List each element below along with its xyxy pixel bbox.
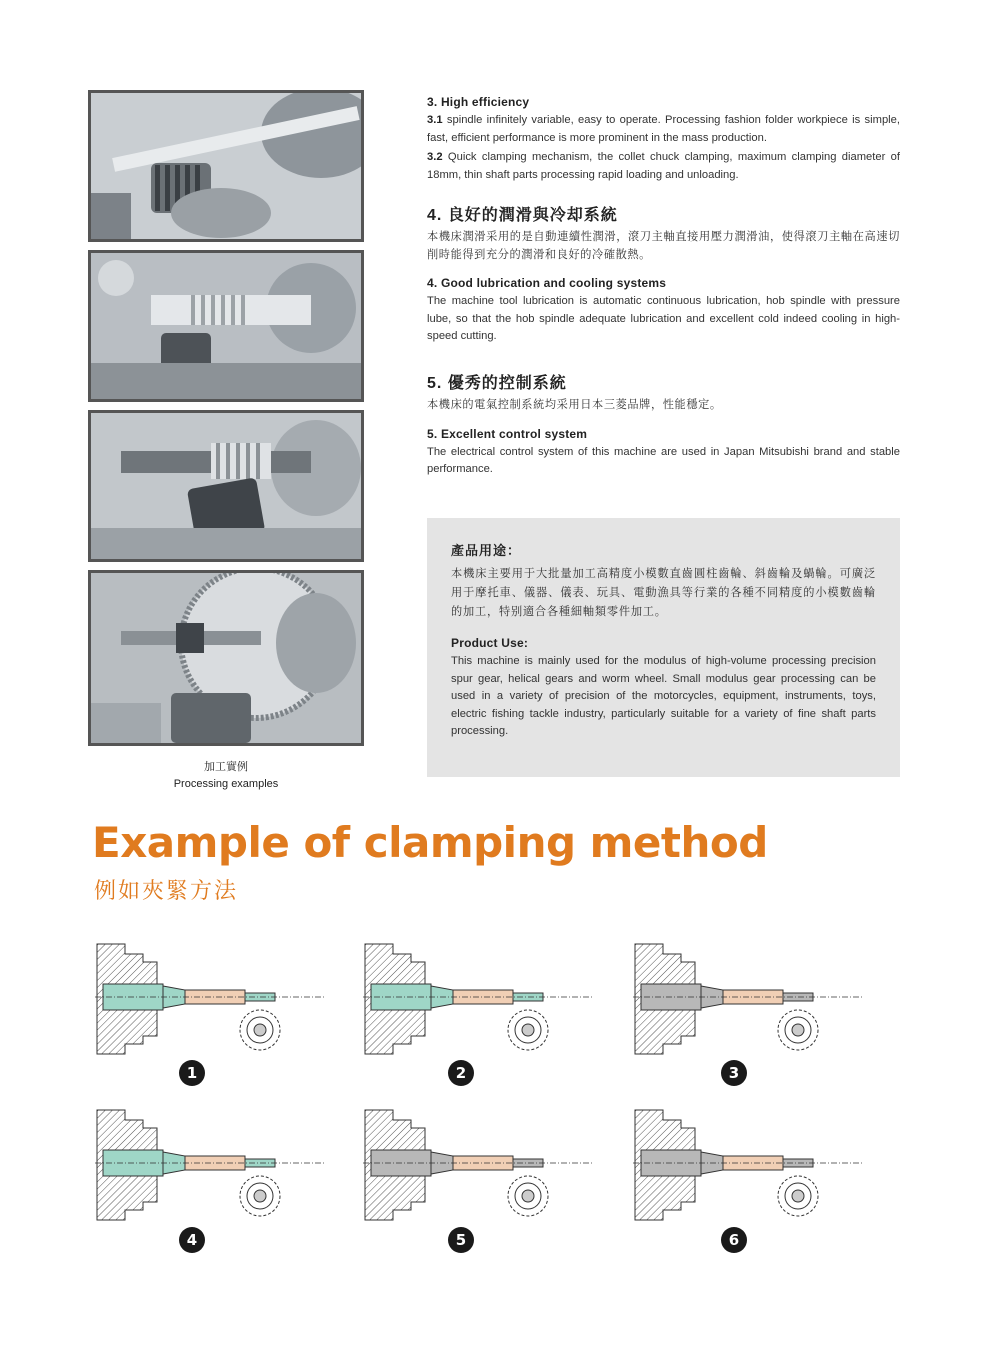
section-4-text-en: The machine tool lubrication is automatic continuous lubrication, hob spindle with pressure lube, so that the hob spindle adequate lubrication and excellent cold indeed cooling in high-speed cutting. [427,295,900,342]
clamping-diagram-6 [633,1106,869,1224]
clamping-number-2: 2 [448,1060,474,1086]
clamping-diagram-5 [363,1106,599,1224]
caption-zh: 加工實例 [204,761,248,773]
section-4-title-en: 4. Good lubrication and cooling systems [427,276,667,290]
clamping-number-6: 6 [721,1227,747,1253]
clamping-diagram-1 [95,940,331,1058]
photo-caption [88,759,364,793]
section-5-text-zh: 本機床的電氣控制系統均采用日本三菱品牌，性能穩定。 [427,399,722,411]
clamping-title-en: Example of clamping method [92,818,768,867]
section-4-text-zh: 本機床潤滑采用的是自動連續性潤滑，滾刀主軸直接用壓力潤滑油，使得滾刀主軸在高速切削時能得到充分的潤滑和良好的冷確散熱。 [427,231,900,261]
clamping-diagram-3 [633,940,869,1058]
large-gear-photo [88,570,364,746]
clamping-number-4: 4 [179,1227,205,1253]
product-use-text-en: This machine is mainly used for the modulus of high-volume processing precision spur gear, helical gears and worm wheel. Small modulus gear processing can be used in a variety of precision of the motorcycles, equipment, instruments, toys, electric fishing tackle industry, particularly suitable for a variety of fine shaft parts processing. [451,655,876,737]
section-3-paragraph-1 [427,112,900,147]
clamping-number-3: 3 [721,1060,747,1086]
clamping-title-zh: 例如夾緊方法 [94,878,239,903]
section-high-efficiency [427,95,900,184]
helical-gear-photo [88,410,364,562]
section-3-title: 3. High efficiency [427,95,530,109]
clamping-number-1: 1 [179,1060,205,1086]
product-use-title-en: Product Use: [451,636,529,650]
clamping-diagram-2 [363,940,599,1058]
product-use-text-zh: 本機床主要用于大批量加工高精度小模數直齒圓柱齒輪、斜齒輪及蝸輪。可廣泛用于摩托車、儀器、儀表、玩具、電動漁具等行業的各種不同精度的小模數齒輪的加工，特别適合各種細軸類零件加工。 [451,568,876,618]
p2-text: Quick clamping mechanism, the collet chuck clamping, maximum clamping diameter of 18mm, thin shaft parts processing rapid loading and unloading. [427,151,900,181]
section-4-title-zh: 4. 良好的潤滑與冷却系統 [427,207,618,224]
clamping-number-5: 5 [448,1227,474,1253]
p2-number: 3.2 [427,151,443,163]
section-lubrication [427,202,900,346]
p1-text: spindle infinitely variable, easy to operate. Processing fashion folder workpiece is simple, fast, efficient performance is more prominent in the mass production. [427,114,900,144]
product-use-title-zh: 產品用途： [451,543,522,558]
section-3-paragraph-2 [427,149,900,184]
caption-en: Processing examples [173,778,279,790]
clamping-diagram-4 [95,1106,331,1224]
section-control-system [427,370,900,479]
section-5-title-zh: 5. 優秀的控制系統 [427,375,567,392]
section-5-title-en: 5. Excellent control system [427,426,588,441]
section-5-text-en: The electrical control system of this machine are used in Japan Mitsubishi brand and stable performance. [427,445,900,475]
product-use-box [427,518,900,777]
spline-shaft-photo [88,250,364,402]
p1-number: 3.1 [427,114,443,126]
hob-tool-photo [88,90,364,242]
